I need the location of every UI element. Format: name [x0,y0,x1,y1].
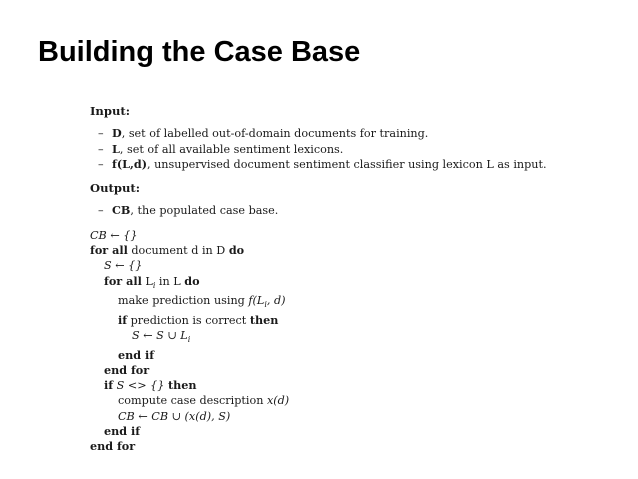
code-token: do [228,243,245,258]
algorithm-box [90,104,610,455]
code-line [90,424,610,439]
code-token: end if [118,347,155,362]
code-token: if [118,312,128,327]
code-token: S ← {} [104,259,143,273]
output-term: CB [112,203,131,218]
pseudocode-block [90,228,610,455]
code-token: i [264,300,267,310]
code-token: end for [90,439,136,454]
code-token: , d) [266,294,286,308]
input-heading: Input: [90,104,131,118]
code-token: S <> {} [113,379,168,393]
code-line [90,258,610,273]
input-desc: , set of all available sentiment lexicons. [119,142,344,156]
input-term: L [112,141,120,156]
code-line [90,393,610,408]
input-desc: , unsupervised document sentiment classifier using lexicon L as input. [146,157,547,171]
code-line [90,439,610,454]
code-line [90,409,610,424]
code-line [90,348,610,363]
output-item-cb: – CB, the populated case base. [98,203,279,218]
code-token: then [249,312,279,327]
code-token: document d in D [127,244,229,258]
code-token: in L [155,274,185,288]
code-token: S ← S ∪ L [132,329,188,343]
code-token: make prediction using [118,294,249,308]
code-token: for all [104,273,142,288]
slide-title: Building the Case Base [38,36,361,68]
input-item-l: – L, set of all available sentiment lexicons. [98,141,344,156]
code-line [90,378,610,393]
code-line [90,274,610,294]
code-token: CB ← CB ∪ (x(d), S) [118,409,231,423]
input-item-f: – f(L,d), unsupervised document sentiment classifier using lexicon L as input. [98,156,547,171]
code-token: x(d) [266,394,290,408]
input-item-d: – D, set of labelled out-of-domain documents for training. [98,126,429,141]
code-token: i [152,280,156,290]
code-token: for all [90,243,128,258]
code-token: f(L [248,294,265,308]
code-line [90,313,610,328]
code-line [90,328,610,348]
code-token: L [141,274,153,288]
code-line [90,228,610,243]
code-token: end for [104,362,150,377]
input-term: D [112,126,122,141]
code-token: if [104,378,114,393]
code-token: do [184,273,200,288]
code-token: then [167,378,197,393]
output-desc: , the populated case base. [130,204,279,218]
code-line [90,363,610,378]
code-token: CB ← {} [90,228,138,242]
code-token: end if [104,424,141,439]
output-heading: Output: [90,181,141,196]
input-term: f(L,d) [112,156,147,171]
code-token: compute case description [118,394,267,408]
code-token: i [187,335,191,345]
code-line [90,243,610,258]
code-token: prediction is correct [127,313,250,327]
code-line [90,293,610,313]
input-desc: , set of labelled out-of-domain documents for training. [121,127,429,141]
